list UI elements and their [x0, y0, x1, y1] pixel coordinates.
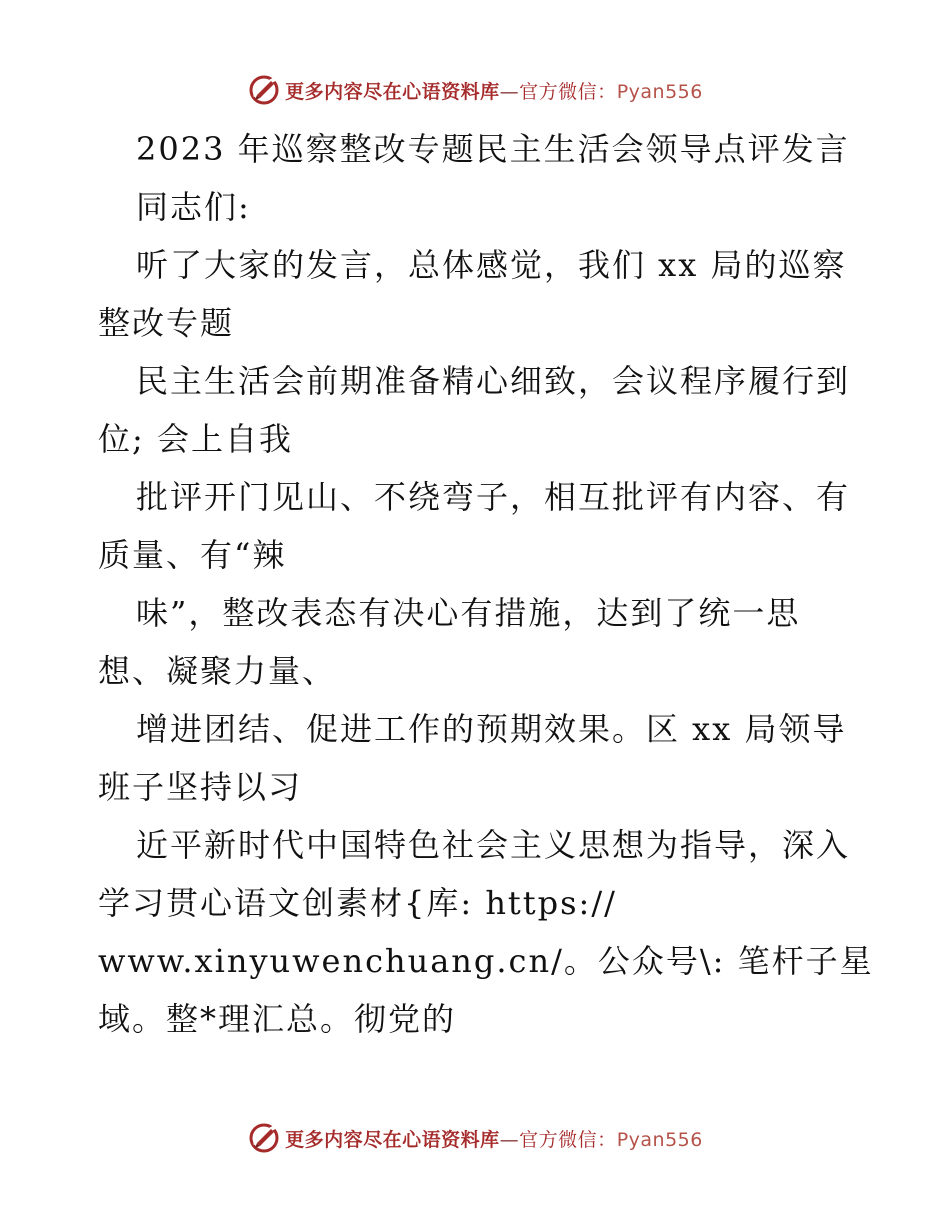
- watermark-wechat-label: 官方微信：: [519, 1128, 617, 1151]
- watermark-content: [247, 73, 703, 107]
- paragraph-line: 域。整*理汇总。彻党的: [98, 1000, 457, 1038]
- paragraph-line: 批评开门见山、不绕弯子，相互批评有内容、有: [136, 478, 851, 516]
- paragraph-line: www.xinyuwenchuang.cn/。公众号\: 笔杆子星: [98, 942, 874, 980]
- pen-swirl-logo-icon: [247, 73, 281, 107]
- watermark-separator: —: [499, 80, 520, 103]
- paragraph-line: 位; 会上自我: [98, 420, 293, 458]
- watermark-account: Pyan556: [616, 1128, 703, 1151]
- watermark-wechat-label: 官方微信：: [519, 80, 617, 103]
- header-watermark: [0, 70, 950, 110]
- salutation: 同志们:: [136, 188, 251, 226]
- document-body: [98, 120, 874, 1048]
- paragraph-line: 整改专题: [98, 304, 235, 342]
- paragraph-line: 增进团结、促进工作的预期效果。区 xx 局领导: [136, 710, 847, 748]
- watermark-separator: —: [499, 1128, 520, 1151]
- watermark-text: [285, 77, 703, 104]
- pen-swirl-logo-icon: [247, 1121, 281, 1155]
- watermark-content: [247, 1121, 703, 1155]
- paragraph-line: 味”，整改表态有决心有措施，达到了统一思: [136, 594, 801, 632]
- watermark-brand: 更多内容尽在心语资料库: [285, 1128, 500, 1151]
- watermark-text: [285, 1125, 703, 1152]
- paragraph-line: 听了大家的发言，总体感觉，我们 xx 局的巡察: [136, 246, 847, 284]
- footer-watermark: [0, 1118, 950, 1158]
- watermark-brand: 更多内容尽在心语资料库: [285, 80, 500, 103]
- paragraph-line: 民主生活会前期准备精心细致，会议程序履行到: [136, 362, 851, 400]
- watermark-account: Pyan556: [616, 80, 703, 103]
- paragraph-line: 近平新时代中国特色社会主义思想为指导，深入: [136, 826, 851, 864]
- paragraph-line: 想、凝聚力量、: [98, 652, 337, 690]
- paragraph-line: 班子坚持以习: [98, 768, 303, 806]
- document-title: 2023 年巡察整改专题民主生活会领导点评发言: [136, 130, 850, 168]
- paragraph-line: 学习贯心语文创素材{库: https://: [98, 884, 617, 922]
- paragraph-line: 质量、有“辣: [98, 536, 287, 574]
